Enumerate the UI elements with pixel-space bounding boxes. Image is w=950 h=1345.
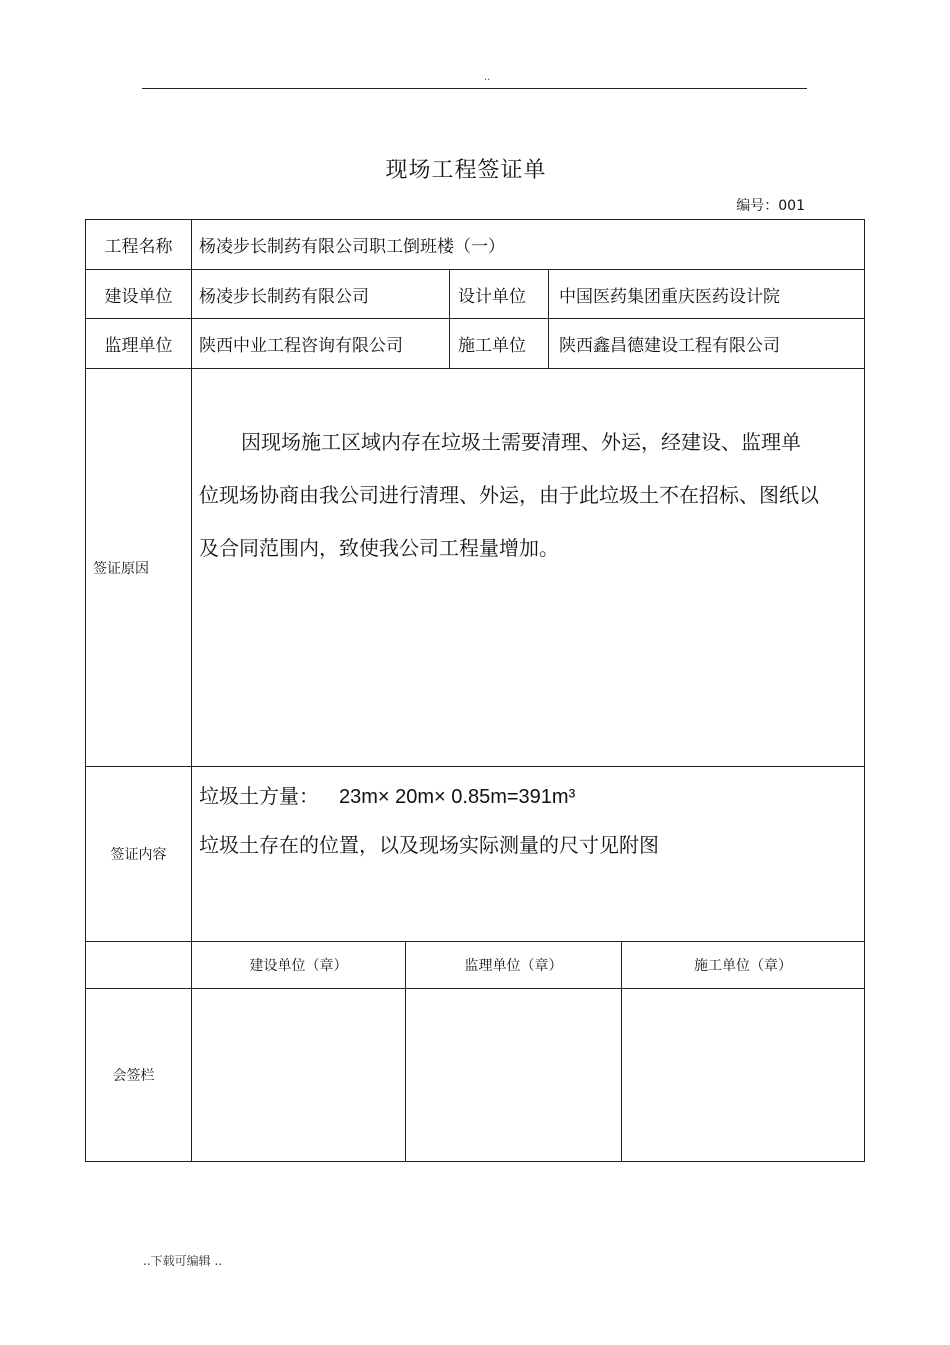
reason-text: 因现场施工区域内存在垃圾土需要清理、外运，经建设、监理单位现场协商由我公司进行清理、外运，由于此垃圾土不在招标、图纸以及合同范围内，致使我公司工程量增加。 (199, 430, 819, 560)
content-quantity-formula: 23m× 20m× 0.85m=391m³ (339, 786, 576, 808)
document-number: 编号：001 (736, 198, 805, 214)
supervisor-label: 监理单位 (104, 336, 173, 356)
owner-seal-area (192, 989, 405, 1161)
supervisor-seal-area (406, 989, 621, 1161)
header-rule (142, 88, 807, 89)
row-divider (85, 368, 865, 369)
owner-label: 建设单位 (104, 286, 173, 307)
content-quantity-label: 垃圾土方量： (199, 784, 319, 808)
project-name-value: 杨凌步长制药有限公司职工倒班楼（一） (199, 237, 505, 257)
content-label: 签证内容 (110, 847, 167, 863)
designer-label: 设计单位 (458, 286, 526, 307)
contractor-label: 施工单位 (458, 336, 526, 356)
table-border-bottom (85, 1161, 865, 1162)
sign-owner-header: 建设单位（章） (249, 958, 348, 974)
designer-value: 中国医药集团重庆医药设计院 (559, 286, 780, 307)
sign-supervisor-header: 监理单位（章） (464, 958, 563, 974)
sign-contractor-header: 施工单位（章） (694, 958, 792, 974)
footer-note: ..下载可编辑 .. (143, 1254, 223, 1268)
owner-value: 杨凌步长制药有限公司 (199, 286, 369, 307)
contractor-seal-area (622, 989, 864, 1161)
reason-label: 签证原因 (93, 560, 149, 577)
content-quantity-line (199, 780, 575, 809)
countersign-label: 会签栏 (112, 1068, 155, 1084)
header-mark: .. (484, 72, 491, 83)
row-divider (85, 766, 865, 767)
table-border-right (864, 219, 865, 1162)
column-divider (449, 269, 450, 369)
contractor-value: 陕西鑫昌德建设工程有限公司 (559, 336, 780, 356)
project-name-label: 工程名称 (104, 237, 173, 257)
content-location-line: 垃圾土存在的位置，以及现场实际测量的尺寸见附图 (199, 833, 659, 857)
column-divider (548, 269, 549, 369)
supervisor-value: 陕西中业工程咨询有限公司 (199, 336, 403, 356)
page-title: 现场工程签证单 (385, 158, 547, 183)
